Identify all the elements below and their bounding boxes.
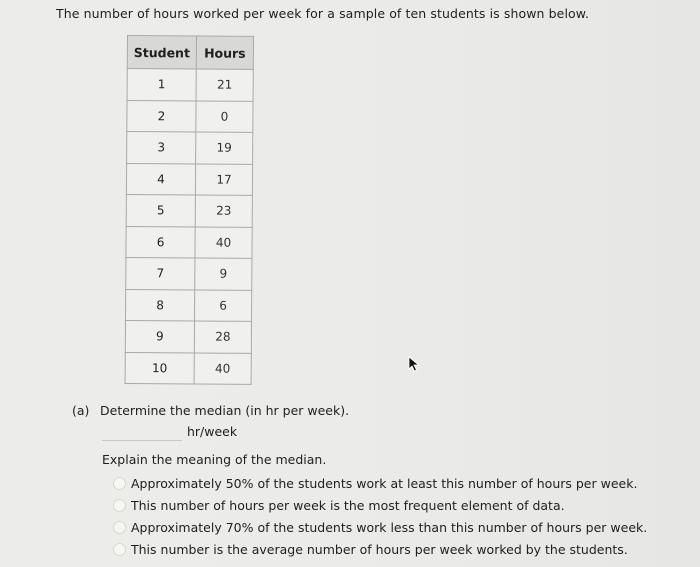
median-options-group bbox=[113, 472, 647, 560]
hours-cell: 6 bbox=[195, 289, 252, 321]
student-cell: 10 bbox=[125, 352, 194, 384]
answer-unit: hr/week bbox=[187, 424, 238, 439]
radio-button-icon[interactable] bbox=[113, 499, 126, 512]
table-row bbox=[125, 352, 251, 384]
part-a-question: Determine the median (in hr per week). bbox=[100, 403, 350, 418]
hours-table bbox=[125, 35, 254, 385]
option-item[interactable] bbox=[113, 538, 647, 560]
option-label: This number of hours per week is the most frequent element of data. bbox=[131, 497, 565, 513]
mouse-pointer-icon bbox=[408, 356, 422, 376]
table-row bbox=[126, 257, 252, 289]
column-header-student: Student bbox=[127, 36, 196, 69]
median-answer-input[interactable] bbox=[102, 422, 182, 441]
radio-button-icon[interactable] bbox=[113, 543, 126, 556]
student-cell: 9 bbox=[125, 320, 194, 352]
student-cell: 3 bbox=[127, 132, 196, 164]
student-cell: 4 bbox=[126, 163, 195, 195]
table-row bbox=[127, 132, 253, 164]
part-a-label: (a) bbox=[72, 403, 90, 418]
hours-cell: 9 bbox=[195, 258, 252, 290]
student-cell: 8 bbox=[126, 289, 195, 321]
option-label: This number is the average number of hours per week worked by the students. bbox=[131, 541, 628, 557]
column-header-hours: Hours bbox=[196, 36, 253, 69]
student-cell: 5 bbox=[126, 194, 195, 226]
radio-button-icon[interactable] bbox=[113, 477, 126, 490]
option-item[interactable] bbox=[113, 516, 647, 538]
student-cell: 1 bbox=[127, 69, 196, 101]
hours-cell: 21 bbox=[196, 69, 253, 101]
table-row bbox=[126, 194, 252, 226]
part-a-prompt bbox=[72, 403, 349, 418]
table-row bbox=[127, 100, 253, 132]
table-row bbox=[126, 226, 252, 258]
table-row bbox=[126, 163, 252, 195]
question-intro: The number of hours worked per week for a sample of ten students is shown below. bbox=[56, 6, 590, 21]
explain-prompt: Explain the meaning of the median. bbox=[102, 452, 327, 467]
option-item[interactable] bbox=[113, 472, 647, 494]
hours-cell: 17 bbox=[195, 163, 252, 195]
option-item[interactable] bbox=[113, 494, 647, 516]
hours-cell: 0 bbox=[196, 100, 253, 132]
hours-cell: 28 bbox=[194, 321, 251, 353]
table-row bbox=[125, 320, 251, 352]
option-label: Approximately 50% of the students work at least this number of hours per week. bbox=[131, 475, 638, 491]
hours-cell: 40 bbox=[194, 352, 251, 384]
hours-cell: 23 bbox=[195, 195, 252, 227]
table-row bbox=[127, 69, 253, 101]
table-header-row bbox=[127, 36, 253, 70]
table-row bbox=[126, 289, 252, 321]
student-cell: 7 bbox=[126, 257, 195, 289]
student-cell: 6 bbox=[126, 226, 195, 258]
radio-button-icon[interactable] bbox=[113, 521, 126, 534]
hours-cell: 40 bbox=[195, 226, 252, 258]
hours-cell: 19 bbox=[196, 132, 253, 164]
option-label: Approximately 70% of the students work less than this number of hours per week. bbox=[131, 519, 648, 535]
student-cell: 2 bbox=[127, 100, 196, 132]
